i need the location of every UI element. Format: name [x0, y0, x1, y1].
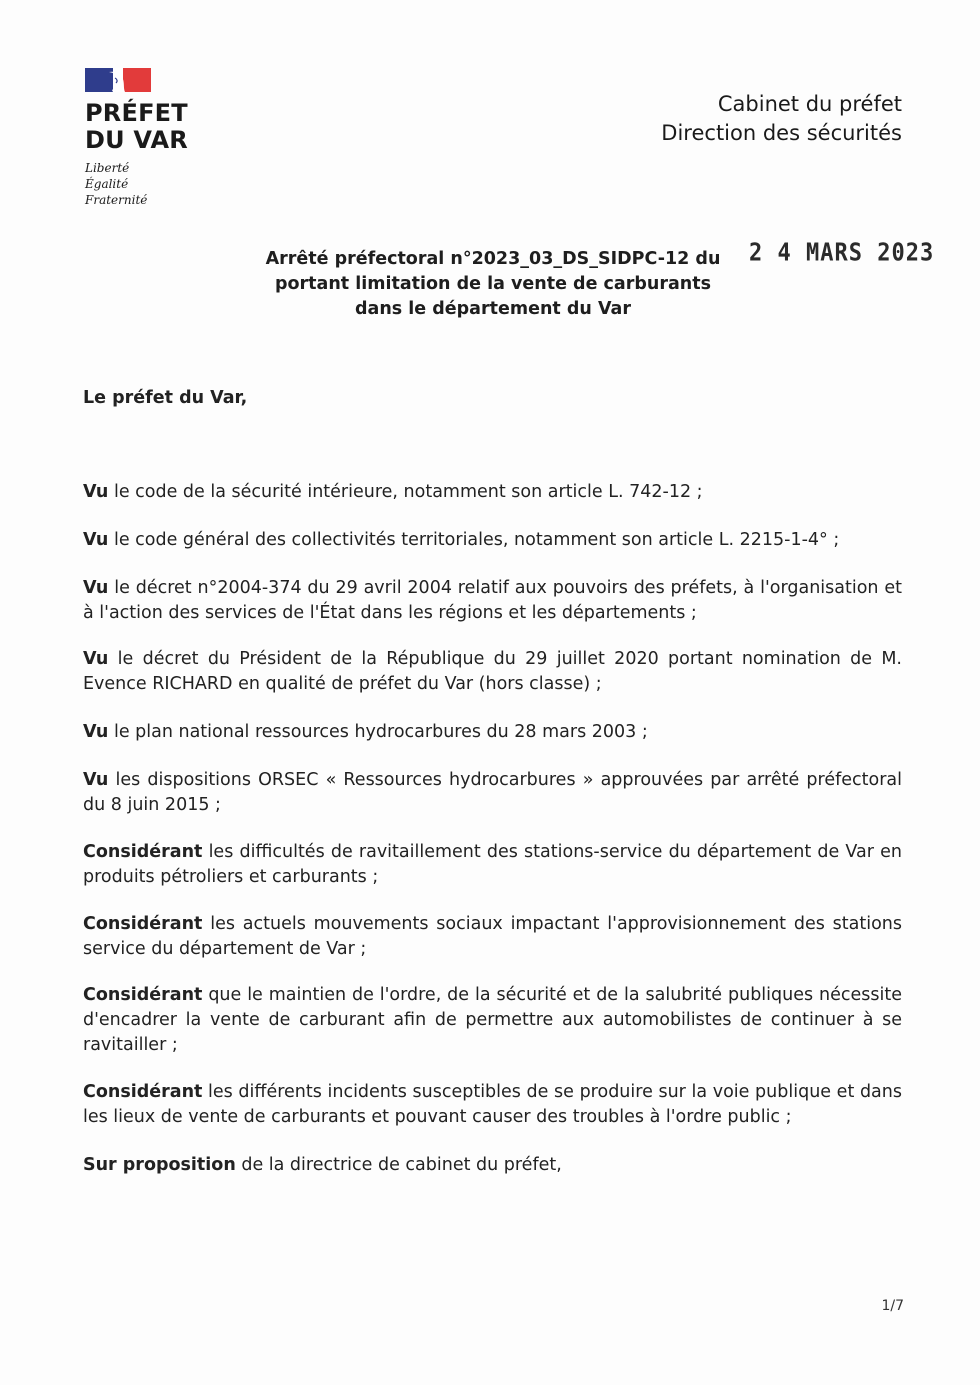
paragraph-body: le décret du Président de la République du 29 juillet 2020 portant nomination de M. Evence RICHARD en qualité de préfet du Var (hors classe) ;: [83, 649, 902, 694]
issuing-service: [661, 90, 902, 148]
prefecture-logo: [85, 68, 225, 208]
republic-motto: [85, 160, 225, 208]
paragraph-body: que le maintien de l'ordre, de la sécurité et de la salubrité publiques nécessite d'encadrer la vente de carburant afin de permettre aux automobilistes de continuer à se ravitailler ;: [83, 985, 902, 1055]
paragraph-considerant-2: [83, 912, 902, 962]
decree-title: [258, 247, 728, 322]
paragraph-text: [83, 576, 902, 626]
decree-title-line1: Arrêté préfectoral n°2023_03_DS_SIDPC-12 du: [265, 249, 721, 269]
paragraph-keyword: Vu: [83, 578, 109, 598]
prefecture-name: [85, 100, 225, 154]
paragraph-considerant-1: [83, 840, 902, 890]
prefecture-name-line1: PRÉFET: [85, 99, 188, 127]
service-line1: Cabinet du préfet: [717, 92, 902, 116]
paragraph-proposition: [83, 1153, 902, 1178]
paragraph-text: [83, 1080, 902, 1130]
motto-liberte: Liberté: [85, 161, 130, 175]
paragraph-body: le décret n°2004-374 du 29 avril 2004 relatif aux pouvoirs des préfets, à l'organisation et à l'action des services de l'État dans les régions et les départements ;: [83, 578, 902, 623]
paragraph-keyword: Considérant: [83, 914, 203, 934]
paragraph-body: les difficultés de ravitaillement des stations-service du département de Var en produits pétroliers et carburants ;: [83, 842, 902, 887]
paragraph-text: [83, 647, 902, 697]
paragraph-keyword: Vu: [83, 482, 109, 502]
paragraph-text: [83, 480, 902, 505]
paragraph-keyword: Vu: [83, 770, 109, 790]
opening-line: [83, 386, 902, 411]
paragraph-body: de la directrice de cabinet du préfet,: [235, 1155, 562, 1175]
paragraph-vu-5: [83, 720, 902, 745]
paragraph-body: les différents incidents susceptibles de se produire sur la voie publique et dans les lieux de vente de carburants et pouvant causer des troubles à l'ordre public ;: [83, 1082, 902, 1127]
decree-title-line3: dans le département du Var: [355, 299, 631, 319]
paragraph-body: le plan national ressources hydrocarbures du 28 mars 2003 ;: [108, 722, 648, 742]
paragraph-body: les actuels mouvements sociaux impactant l'approvisionnement des stations service du département de Var ;: [83, 914, 902, 959]
paragraph-keyword: Considérant: [83, 985, 203, 1005]
paragraph-text: [83, 983, 902, 1058]
paragraph-text: [83, 840, 902, 890]
opening-line-block: [83, 386, 902, 411]
service-line2: Direction des sécurités: [661, 121, 902, 145]
paragraph-keyword: Vu: [83, 649, 109, 669]
page-number: 1/7: [881, 1298, 904, 1314]
paragraph-vu-2: [83, 528, 902, 553]
paragraph-keyword: Considérant: [83, 1082, 203, 1102]
prefecture-name-line2: DU VAR: [85, 126, 188, 154]
marianne-flag-icon: [85, 68, 151, 92]
paragraph-keyword: Considérant: [83, 842, 203, 862]
opening-text: Le préfet du Var,: [83, 388, 248, 408]
decree-title-line2: portant limitation de la vente de carburants: [274, 274, 712, 294]
paragraph-text: [83, 912, 902, 962]
paragraph-body: les dispositions ORSEC « Ressources hydrocarbures » approuvées par arrêté préfectoral du 8 juin 2015 ;: [83, 770, 902, 815]
paragraph-vu-3: [83, 576, 902, 626]
paragraph-text: [83, 720, 902, 745]
paragraph-keyword: Vu: [83, 722, 109, 742]
paragraph-vu-4: [83, 647, 902, 697]
paragraph-keyword: Vu: [83, 530, 109, 550]
paragraph-considerant-4: [83, 1080, 902, 1130]
motto-egalite: Égalité: [85, 177, 129, 191]
paragraph-body: le code général des collectivités territoriales, notamment son article L. 2215-1-4° ;: [108, 530, 840, 550]
paragraph-vu-1: [83, 480, 902, 505]
paragraph-text: [83, 768, 902, 818]
date-stamp: 2 4 MARS 2023: [749, 239, 935, 267]
paragraph-considerant-3: [83, 983, 902, 1058]
paragraph-keyword: Sur proposition: [83, 1155, 236, 1175]
paragraph-vu-6: [83, 768, 902, 818]
paragraph-text: [83, 1153, 902, 1178]
motto-fraternite: Fraternité: [85, 193, 148, 207]
paragraph-text: [83, 528, 902, 553]
paragraph-body: le code de la sécurité intérieure, notamment son article L. 742-12 ;: [108, 482, 703, 502]
